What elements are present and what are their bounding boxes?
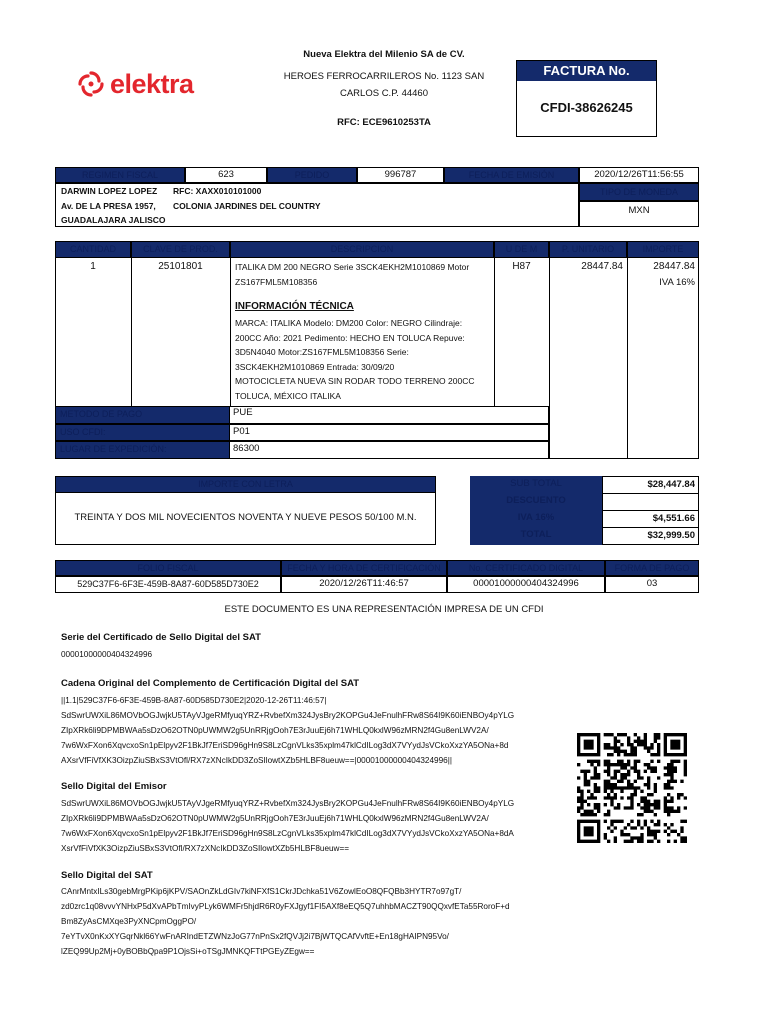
sello-sat-line: Bm8ZyAsCMXqe3PyXNCpmOggPO/	[61, 917, 197, 926]
info-line: 3D5N4040 Motor:ZS167FML5M108356 Serie:	[235, 347, 409, 357]
customer-name: DARWIN LOPEZ LOPEZ	[61, 186, 158, 196]
divider	[230, 258, 231, 406]
sello-emisor-block	[61, 796, 561, 856]
item-description	[235, 260, 491, 403]
amount-words-label: IMPORTE CON LETRA	[55, 476, 436, 493]
fecha-label: FECHA DE EMISIÓN	[444, 167, 579, 183]
issuer-address-1: HEROES FERROCARRILEROS No. 1123 SAN	[283, 71, 485, 82]
col-importe: IMPORTE	[627, 241, 699, 258]
qr-code	[577, 733, 687, 843]
elektra-swirl-icon	[76, 69, 106, 99]
uso-label: USO CFDI:	[55, 424, 230, 441]
invoice-number: CFDI-38626245	[540, 100, 633, 115]
col-udm: U DE M	[494, 241, 549, 258]
sello-emisor-line: ZIpXRk6li9DPMBWAa5sDzO62OTN0pUWMW2g5UnRRjgOoh7E3rJuuEj6h71WHLQ0kxlW96zMRN2f4Gu8enLWV2A/	[61, 814, 489, 823]
invoice-title: FACTURA No.	[517, 61, 656, 81]
sello-sat-block	[61, 884, 561, 959]
item-udm: H87	[512, 261, 531, 272]
currency-label: TIPO DE MONEDA	[579, 183, 699, 201]
issuer-rfc: RFC: ECE9610253TA	[337, 117, 431, 128]
total-value: $32,999.50	[602, 527, 699, 545]
desc-line: ZS167FML5M108356	[235, 276, 318, 287]
iva-value: $4,551.66	[602, 510, 699, 528]
sello-sat-title: Sello Digital del SAT	[61, 870, 153, 881]
customer-colonia: COLONIA JARDINES DEL COUNTRY	[173, 201, 321, 211]
lugar-label: LUGAR DE EXPEDICIÓN:	[55, 441, 230, 459]
lugar-value: 86300	[230, 441, 549, 459]
total-label: TOTAL	[520, 529, 552, 540]
no-certificado-value: 00001000000404324996	[447, 576, 605, 593]
cadena-title: Cadena Original del Complemento de Certificación Digital del SAT	[61, 678, 360, 689]
divider	[131, 258, 132, 406]
info-line: 200CC Año: 2021 Pedimento: HECHO EN TOLUCA Repuve:	[235, 332, 465, 343]
info-line: MOTOCICLETA NUEVA SIN RODAR TODO TERRENO 200CC	[235, 376, 475, 386]
item-iva: IVA 16%	[659, 277, 695, 288]
metodo-label: METODO DE PAGO	[55, 406, 230, 424]
sello-sat-line: 7eYTvX0nKxXYGqrNkl66YwFnARIndETZWNzJoG77nPnSx2fQVJj2i7BjWTQCAfVvftE+En18gHAIPN95Vo/	[61, 932, 449, 941]
info-title: INFORMACIÓN TÉCNICA	[235, 301, 354, 312]
amount-words-text: TREINTA Y DOS MIL NOVECIENTOS NOVENTA Y NUEVE PESOS 50/100 M.N.	[74, 512, 417, 523]
fecha-certificacion-value: 2020/12/26T11:46:57	[281, 576, 447, 593]
item-unit-price: 28447.84	[581, 261, 623, 272]
invoice-box	[516, 60, 657, 137]
subtotal-label: SUB TOTAL	[510, 478, 562, 489]
sello-emisor-line: XsrVfFiVfXK3OizpZiuSBxS3VtOfl/RX7zXNcIkDD3ZoSIlowtXZb5HLBF8ueuw==	[61, 844, 350, 853]
info-line: MARCA: ITALIKA Modelo: DM200 Color: NEGRO Cilindraje:	[235, 318, 463, 328]
desc-line: ITALIKA DM 200 NEGRO Serie 3SCK4EKH2M1010869 Motor	[235, 262, 470, 272]
col-cantidad: CANTIDAD	[55, 241, 131, 258]
sat-serie-value: 00001000000404324996	[61, 650, 153, 659]
cadena-line: ZIpXRk6li9DPMBWAa5sDzO62OTN0pUWMW2g5UnRRjgOoh7E3rJuuEj6h71WHLQ0kxlW96zMRN2f4Gu8enLWV2A/	[61, 726, 489, 735]
col-forma-pago: FORMA DE PAGO	[605, 560, 699, 576]
sat-serie-title: Serie del Certificado de Sello Digital del SAT	[61, 632, 261, 643]
issuer-address-2: CARLOS C.P. 44460	[339, 88, 428, 99]
elektra-logo	[76, 66, 216, 102]
item-cantidad: 1	[90, 261, 96, 272]
divider	[549, 258, 550, 459]
sello-emisor-title: Sello Digital del Emisor	[61, 781, 167, 792]
representation-note: ESTE DOCUMENTO ES UNA REPRESENTACIÓN IMPRESA DE UN CFDI	[224, 604, 544, 615]
col-punitario: P. UNITARIO	[549, 241, 627, 258]
sello-sat-line: CAnrMntxILs30gebMrgPKip6jKPV/SAOnZkLdGIv7kiNFXfS1CkrJDchka51V6ZowlEoO8QFQBb3HYTR7o97gT/	[61, 887, 462, 896]
divider	[627, 258, 628, 459]
currency-value: MXN	[579, 201, 699, 227]
folio-fiscal-value: 529C37F6-6F3E-459B-8A87-60D585D730E2	[55, 576, 281, 593]
amount-words-box	[55, 493, 436, 545]
uso-value: P01	[230, 424, 549, 441]
info-line: 3SCK4EKH2M1010869 Entrada: 30/09/20	[235, 361, 395, 372]
forma-pago-value: 03	[605, 576, 699, 593]
item-clave: 25101801	[158, 261, 203, 272]
customer-rfc: RFC: XAXX010101000	[173, 186, 262, 196]
customer-city: GUADALAJARA JALISCO	[61, 215, 166, 225]
logo-text: elektra	[110, 68, 194, 99]
sello-emisor-line: 7w6WxFXon6XqvcxoSn1pElpyv2F1BkJf7EriSD96gHn9S8LzCgnVLks35xplm47klCdILog3dX7VYydJsVCkoXxzYA5ONa+8dA	[61, 829, 514, 838]
col-no-certificado: No. CERTIFICADO DIGITAL	[447, 560, 605, 576]
cadena-line: SdSwrUWXiL86MOVbOGJwjkU5TAyVJgeRMfyuqYRZ+RvbefXm324JysBry2KOPGu4JeFnulhFRw8S64I9K60iENBOy4pYLG	[61, 711, 515, 720]
item-importe: 28447.84	[653, 261, 695, 272]
info-line: TOLUCA, MÉXICO ITALIKA	[235, 390, 341, 401]
col-folio-fiscal: FOLIO FISCAL	[55, 560, 281, 576]
descuento-label: DESCUENTO	[506, 495, 566, 506]
subtotal-value: $28,447.84	[602, 476, 699, 494]
cadena-line: 7w6WxFXon6XqvcxoSn1pElpyv2F1BkJf7EriSD96gHn9S8LzCgnVLks35xplm47klCdILog3dX7VYydJsVCkoXxzYA5ONa+8d	[61, 741, 509, 750]
customer-street: Av. DE LA PRESA 1957,	[61, 201, 156, 211]
iva-label: IVA 16%	[517, 512, 555, 523]
cadena-line: AXsrVfFiVfXK3OizpZiuSBxS3VtOfl/RX7zXNcIkDD3ZoSIlowtXZb5HLBF8ueuw==|00001000000404324996||	[61, 756, 452, 765]
divider	[494, 258, 495, 406]
col-clave: CLAVE DE PROD.	[131, 241, 230, 258]
descuento-value	[602, 493, 699, 511]
sello-sat-line: lZEQ99Up2Mj+0yBOBbQpa9P1OjsSi+oTSgJMNKQFTtPGEyZEgw==	[61, 947, 315, 956]
sello-emisor-line: SdSwrUWXiL86MOVbOGJwjkU5TAyVJgeRMfyuqYRZ+RvbefXm324JysBry2KOPGu4JeFnulhFRw8S64I9K60iENBOy4pYLG	[61, 799, 515, 808]
regimen-value: 623	[185, 167, 267, 183]
issuer-block	[270, 48, 498, 130]
pedido-label: PEDIDO	[267, 167, 357, 183]
cadena-line: ||1.1|529C37F6-6F3E-459B-8A87-60D585D730E2|2020-12-26T11:46:57|	[61, 696, 327, 705]
metodo-value: PUE	[230, 406, 549, 424]
col-fecha-certificacion: FECHA Y HORA DE CERTIFICACIÓN	[281, 560, 447, 576]
sello-sat-line: zd0zrc1q08vvvYNHxP5dXvAPbTmIvyPLyk6WMFr5hjdR6R0yFXJgyf1FI5AXf8eEQ5Q7uhhbMACZT90QQxvfETa55RoroF+d	[61, 902, 510, 911]
fecha-value: 2020/12/26T11:56:55	[579, 167, 699, 183]
pedido-value: 996787	[357, 167, 444, 183]
issuer-name: Nueva Elektra del Milenio SA de CV.	[303, 49, 465, 60]
col-descripcion: DESCRIPCION	[230, 241, 494, 258]
cadena-block	[61, 693, 561, 768]
regimen-label: REGIMEN FISCAL	[55, 167, 185, 183]
